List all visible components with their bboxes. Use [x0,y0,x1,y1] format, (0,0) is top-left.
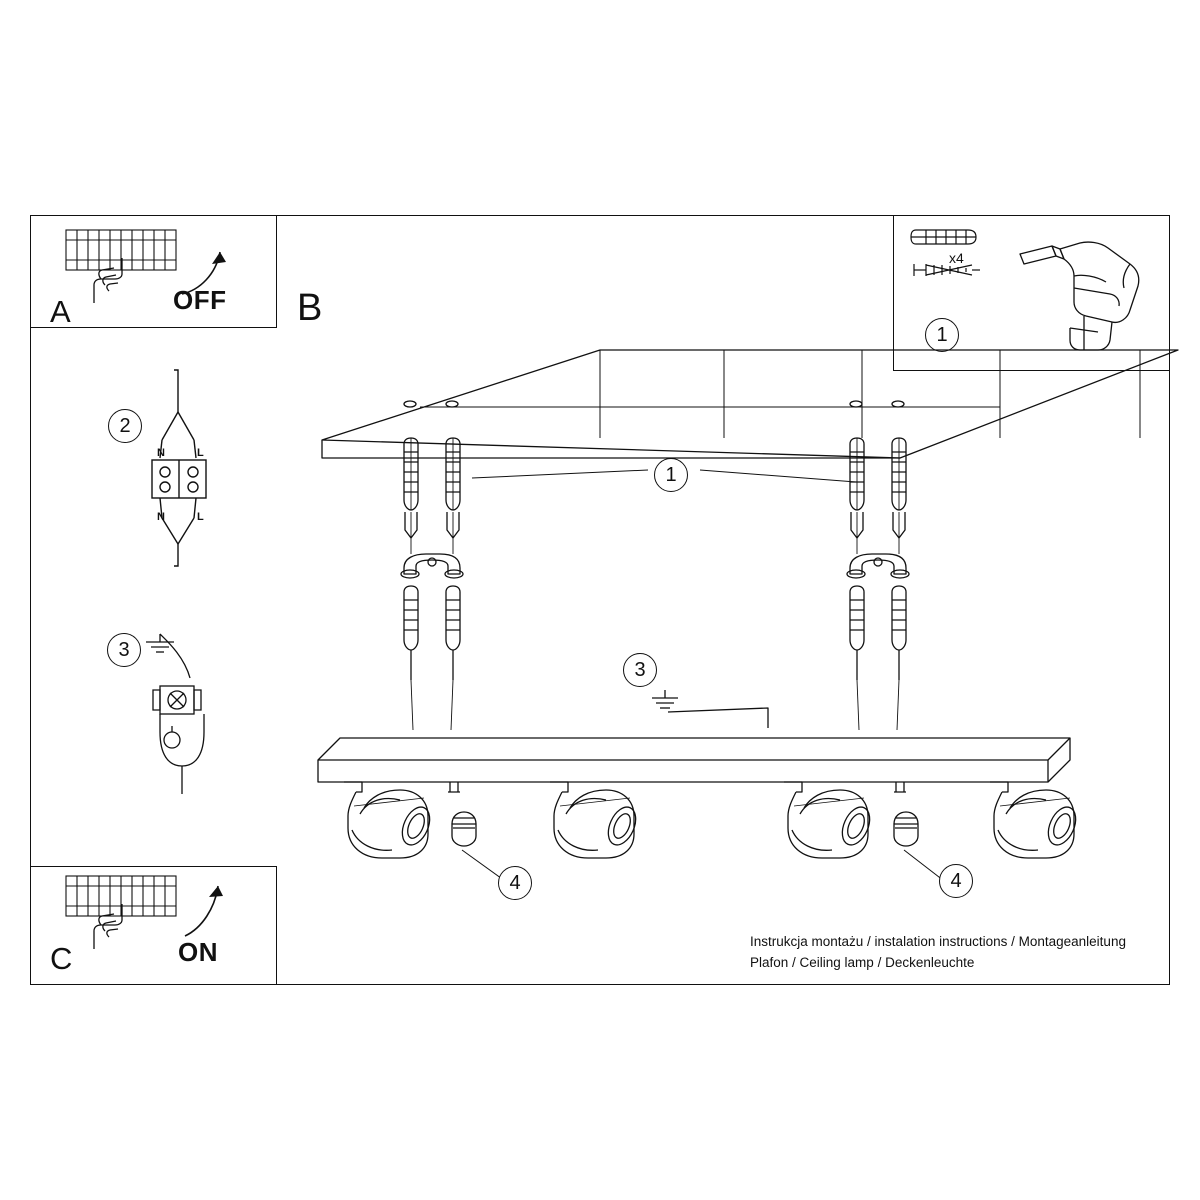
wire-connector-terminal-icon [140,368,250,568]
earth-ground-clamp-icon [140,620,240,800]
step3-left-badge [107,633,141,667]
panel-b-letter: B [297,287,323,329]
caption-line-2: Plafon / Ceiling lamp / Deckenleuchte [750,955,975,970]
wall-plug-icon [910,224,980,250]
step4-left-number: 4 [509,872,521,894]
tools-quantity-label: x4 [949,250,964,266]
caption-block [750,931,1126,973]
panel-a-label: OFF [173,285,227,315]
step2-number: 2 [119,415,131,437]
svg-text:N: N [157,511,165,523]
panel-c-letter: C [50,941,73,976]
breaker-panel-on-icon [60,868,260,958]
step1-callout-badge [654,458,688,492]
step3-main-number: 3 [634,659,646,681]
caption-line-1: Instrukcja montażu / instalation instructions / Montageanleitung [750,934,1126,949]
step3-main-badge [623,653,657,687]
step4-right-badge [939,864,973,898]
screw-icon [910,258,982,284]
step1-callout-number: 1 [665,464,677,486]
tools-step-number: 1 [936,324,948,346]
ceiling-lamp-exploded-diagram [300,330,1180,890]
panel-a-letter: A [50,294,71,329]
step4-left-badge [498,866,532,900]
step4-right-number: 4 [950,870,962,892]
svg-text:L: L [197,447,204,459]
panel-c-label: ON [178,937,218,967]
svg-text:L: L [197,511,204,523]
svg-text:N: N [157,447,165,459]
step2-badge [108,409,142,443]
breaker-panel-off-icon [60,222,260,312]
step3-left-number: 3 [118,639,130,661]
